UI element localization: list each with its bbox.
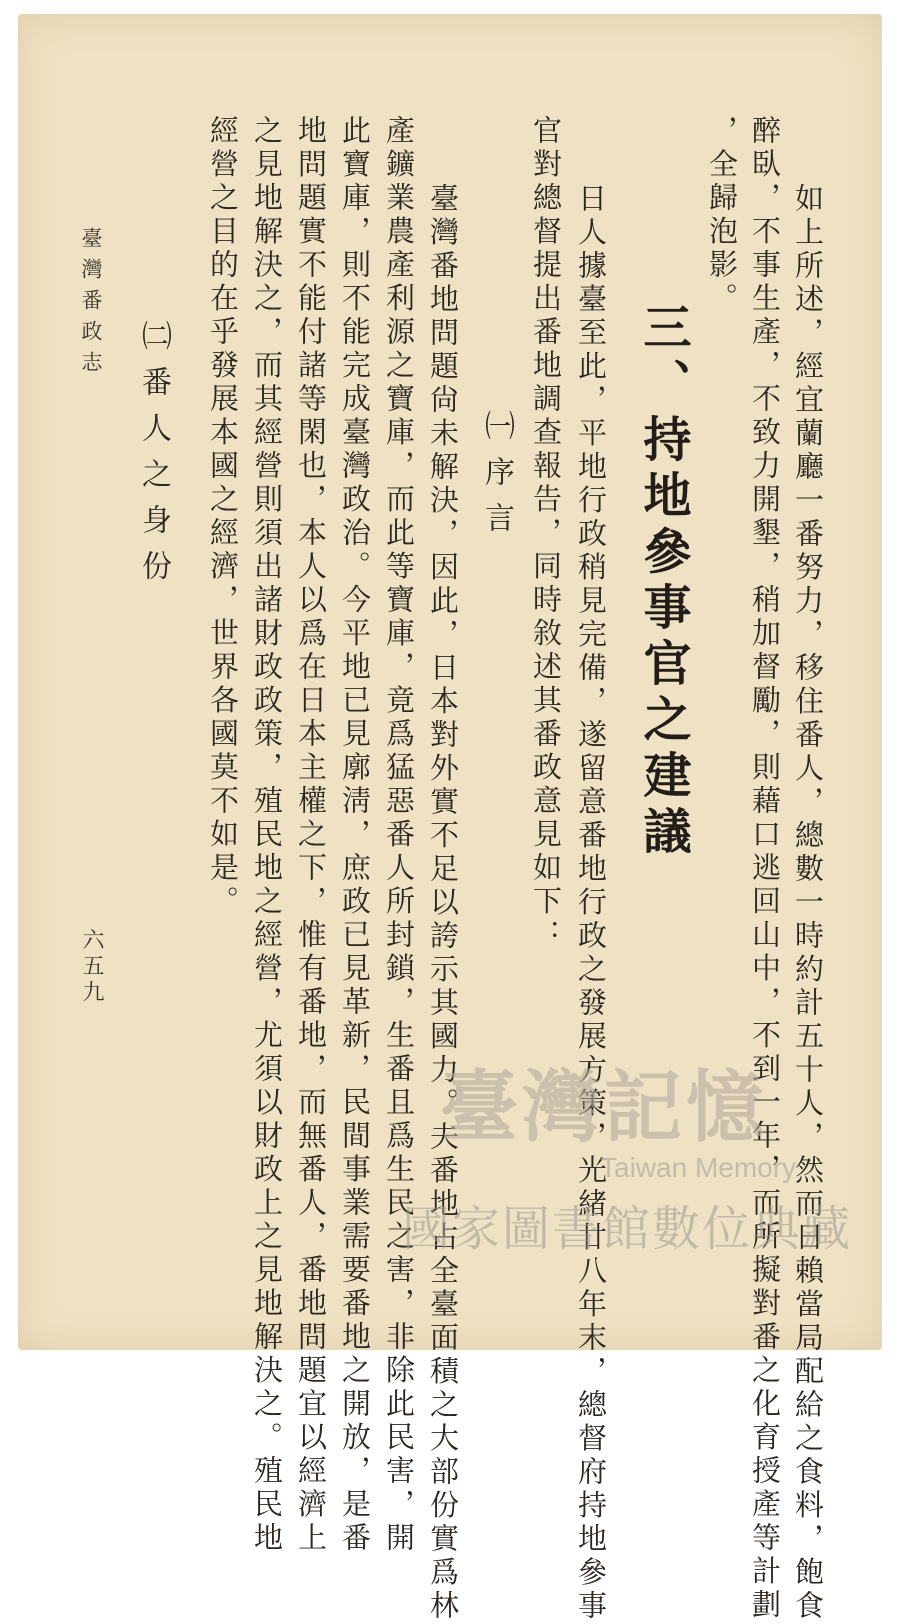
section-title: 三、持地參事官之建議 [635, 302, 691, 862]
subsection-heading-status: ㈡番人之身份 [136, 320, 171, 596]
text-line-1: 如上所述，經宜蘭廳一番努力，移住番人，總數一時約計五十人，然而日賴當局配給之食料，飽食 [791, 183, 825, 1624]
text-line-11: 經營之目的在乎發展本國之經濟，世界各國莫不如是。 [206, 115, 240, 919]
watermark-english: Taiwan Memory [600, 1152, 797, 1183]
text-line-10: 之見地解決之，而其經營則須出諸財政政策，殖民地之經營，尤須以財政上之見地解決之。殖民地 [250, 115, 284, 1556]
text-line-4: 日人據臺至此，平地行政稍見完備，遂留意番地行政之發展方策，光緒廿八年末，總督府持地參事 [574, 183, 608, 1624]
page-number: 六五九 [79, 928, 104, 1006]
text-line-2: 醉臥，不事生產，不致力開墾，稍加督勵，則藉口逃回山中，不到一年，而所擬對番之化育授產等計劃 [748, 115, 782, 1623]
text-line-5: 官對總督提出番地調查報告，同時敘述其番政意見如下： [529, 115, 563, 953]
running-head: 臺灣番政志 [79, 227, 103, 382]
watermark-library: 國家圖書館數位典藏 [402, 1203, 853, 1256]
subsection-heading-preface: ㈠序言 [479, 410, 514, 548]
text-line-7: 產鑛業農產利源之寶庫，而此等寶庫，竟爲猛惡番人所封鎖，生番且爲生民之害，非除此民害，開 [382, 115, 416, 1556]
text-line-3: ，全歸泡影。 [705, 115, 739, 316]
text-line-8: 此寶庫，則不能完成臺灣政治。今平地已見廓淸，庶政已見革新，民間事業需要番地之開放，是番 [338, 115, 372, 1556]
text-line-9: 地問題實不能付諸等閑也，本人以爲在日本主權之下，惟有番地，而無番人，番地問題宜以經濟上 [294, 115, 328, 1556]
watermark-chinese: 臺灣記憶 [440, 1062, 769, 1153]
text-line-6: 臺灣番地問題尙未解決，因此，日本對外實不足以誇示其國力。夫番地占全臺面積之大部份實爲林 [426, 183, 460, 1624]
